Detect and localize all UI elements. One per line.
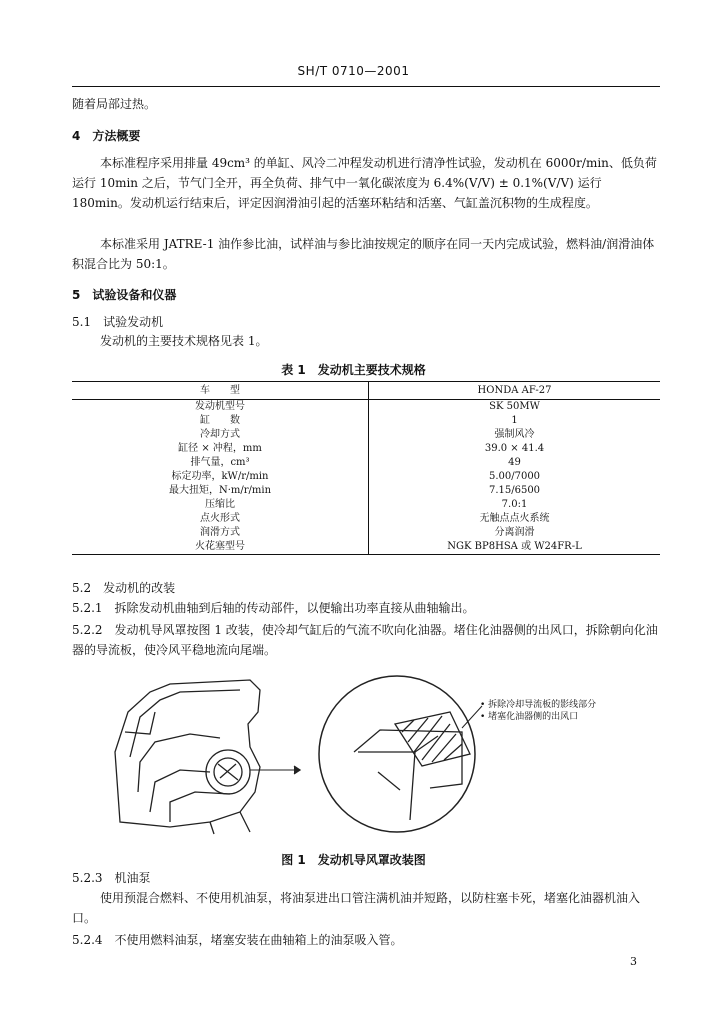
figure-1-legend-1: • 拆除冷却导流板的影线部分 (480, 700, 597, 710)
section-5-2-4: 5.2.4 不使用燃料油泵，堵塞安装在曲轴箱上的油泵吸入管。 (72, 933, 403, 947)
table-row (72, 456, 660, 470)
standard-code-header: SH/T 0710—2001 (297, 64, 410, 78)
table-row (72, 400, 660, 415)
section-4-title: 4 方法概要 (72, 129, 141, 143)
table-row (72, 526, 660, 540)
spec-value-cell: NGK BP8HSA 或 W24FR-L (369, 540, 661, 555)
engine-spec-table (72, 381, 660, 555)
spec-item-cell: 缸径 × 冲程，mm (72, 442, 369, 456)
table-row (72, 540, 660, 555)
spec-item-cell: 发动机型号 (72, 400, 369, 415)
section-5-1-title: 5.1 试验发动机 (72, 315, 164, 329)
section-5-1-paragraph: 发动机的主要技术规格见表 1。 (100, 334, 268, 348)
spec-item-cell: 最大扭矩，N·m/r/min (72, 484, 369, 498)
table-row (72, 470, 660, 484)
table-1-caption: 表 1 发动机主要技术规格 (281, 363, 426, 377)
table-row (72, 414, 660, 428)
spec-item-cell: 压缩比 (72, 498, 369, 512)
table-row (72, 498, 660, 512)
table-row (72, 428, 660, 442)
section-4-paragraph-2: 本标准采用 JATRE-1 油作参比油，试样油与参比油按规定的顺序在同一天内完成试验，燃料油/润滑油体积混合比为 50:1。 (72, 237, 655, 271)
spec-value-cell: 强制风冷 (494, 429, 535, 440)
spec-value-cell: 分离润滑 (494, 527, 535, 538)
section-4-paragraph-1: 本标准程序采用排量 49cm³ 的单缸、风冷二冲程发动机进行清净性试验，发动机在 6000r/min、低负荷运行 10min 之后，节气门全开，再全负荷、排气中一氧化碳浓度为 6.4%(V/V) ± 0.1%(V/V) 运行 180min。发动机运行结束后，评定因润滑油引起的活塞环粘结和活塞、气缸盖沉积物的生成程度。 (72, 156, 657, 210)
spec-item-cell: 标定功率，kW/r/min (72, 470, 369, 484)
spec-item-cell: 润滑方式 (72, 526, 369, 540)
section-5-2-3-title: 5.2.3 机油泵 (72, 871, 151, 885)
spec-item-cell: 点火形式 (72, 512, 369, 526)
spec-item-cell: 火花塞型号 (72, 540, 369, 555)
spec-value-cell: 5.00/7000 (488, 471, 541, 482)
section-5-title: 5 试验设备和仪器 (72, 288, 177, 302)
page-number: 3 (630, 955, 637, 968)
spec-value-cell: 39.0 × 41.4 (484, 443, 545, 454)
section-5-2-1: 5.2.1 拆除发动机曲轴到后轴的传动部件，以便输出功率直接从曲轴输出。 (72, 601, 475, 615)
spec-value-cell: 1 (511, 415, 518, 426)
spec-item-cell: 排气量，cm³ (72, 456, 369, 470)
spec-value-cell: 无触点点火系统 (479, 513, 550, 524)
figure-1-caption: 图 1 发动机导风罩改装图 (281, 853, 426, 867)
continued-paragraph: 随着局部过热。 (72, 97, 157, 111)
section-5-2-title: 5.2 发动机的改装 (72, 581, 176, 595)
spec-value-cell: SK 50MW (489, 401, 540, 412)
spec-value-cell: 49 (508, 457, 521, 468)
section-5-2-3-paragraph: 使用预混合燃料、不使用机油泵，将油泵进出口管注满机油并短路，以防柱塞卡死，堵塞化油器机油入口。 (72, 891, 641, 925)
table-row (72, 484, 660, 498)
section-5-2-2: 5.2.2 发动机导风罩按图 1 改装，使冷却气缸后的气流不吹向化油器。堵住化油器侧的出风口，拆除朝向化油器的导流板，使冷风平稳地流向尾端。 (72, 623, 658, 657)
header-rule (72, 86, 660, 87)
spec-value-cell: HONDA AF-27 (369, 382, 661, 400)
spec-value-cell: 7.15/6500 (488, 485, 541, 496)
spec-item-cell: 冷却方式 (72, 428, 369, 442)
table-row (72, 512, 660, 526)
table-row (72, 382, 660, 400)
table-row (72, 442, 660, 456)
figure-1-legend-2: • 堵塞化油器侧的出风口 (480, 712, 579, 722)
spec-item-cell: 车 型 (72, 382, 369, 400)
figure-1-illustration (110, 672, 600, 837)
spec-item-cell: 缸 数 (72, 414, 369, 428)
spec-value-cell: 7.0:1 (501, 499, 528, 510)
